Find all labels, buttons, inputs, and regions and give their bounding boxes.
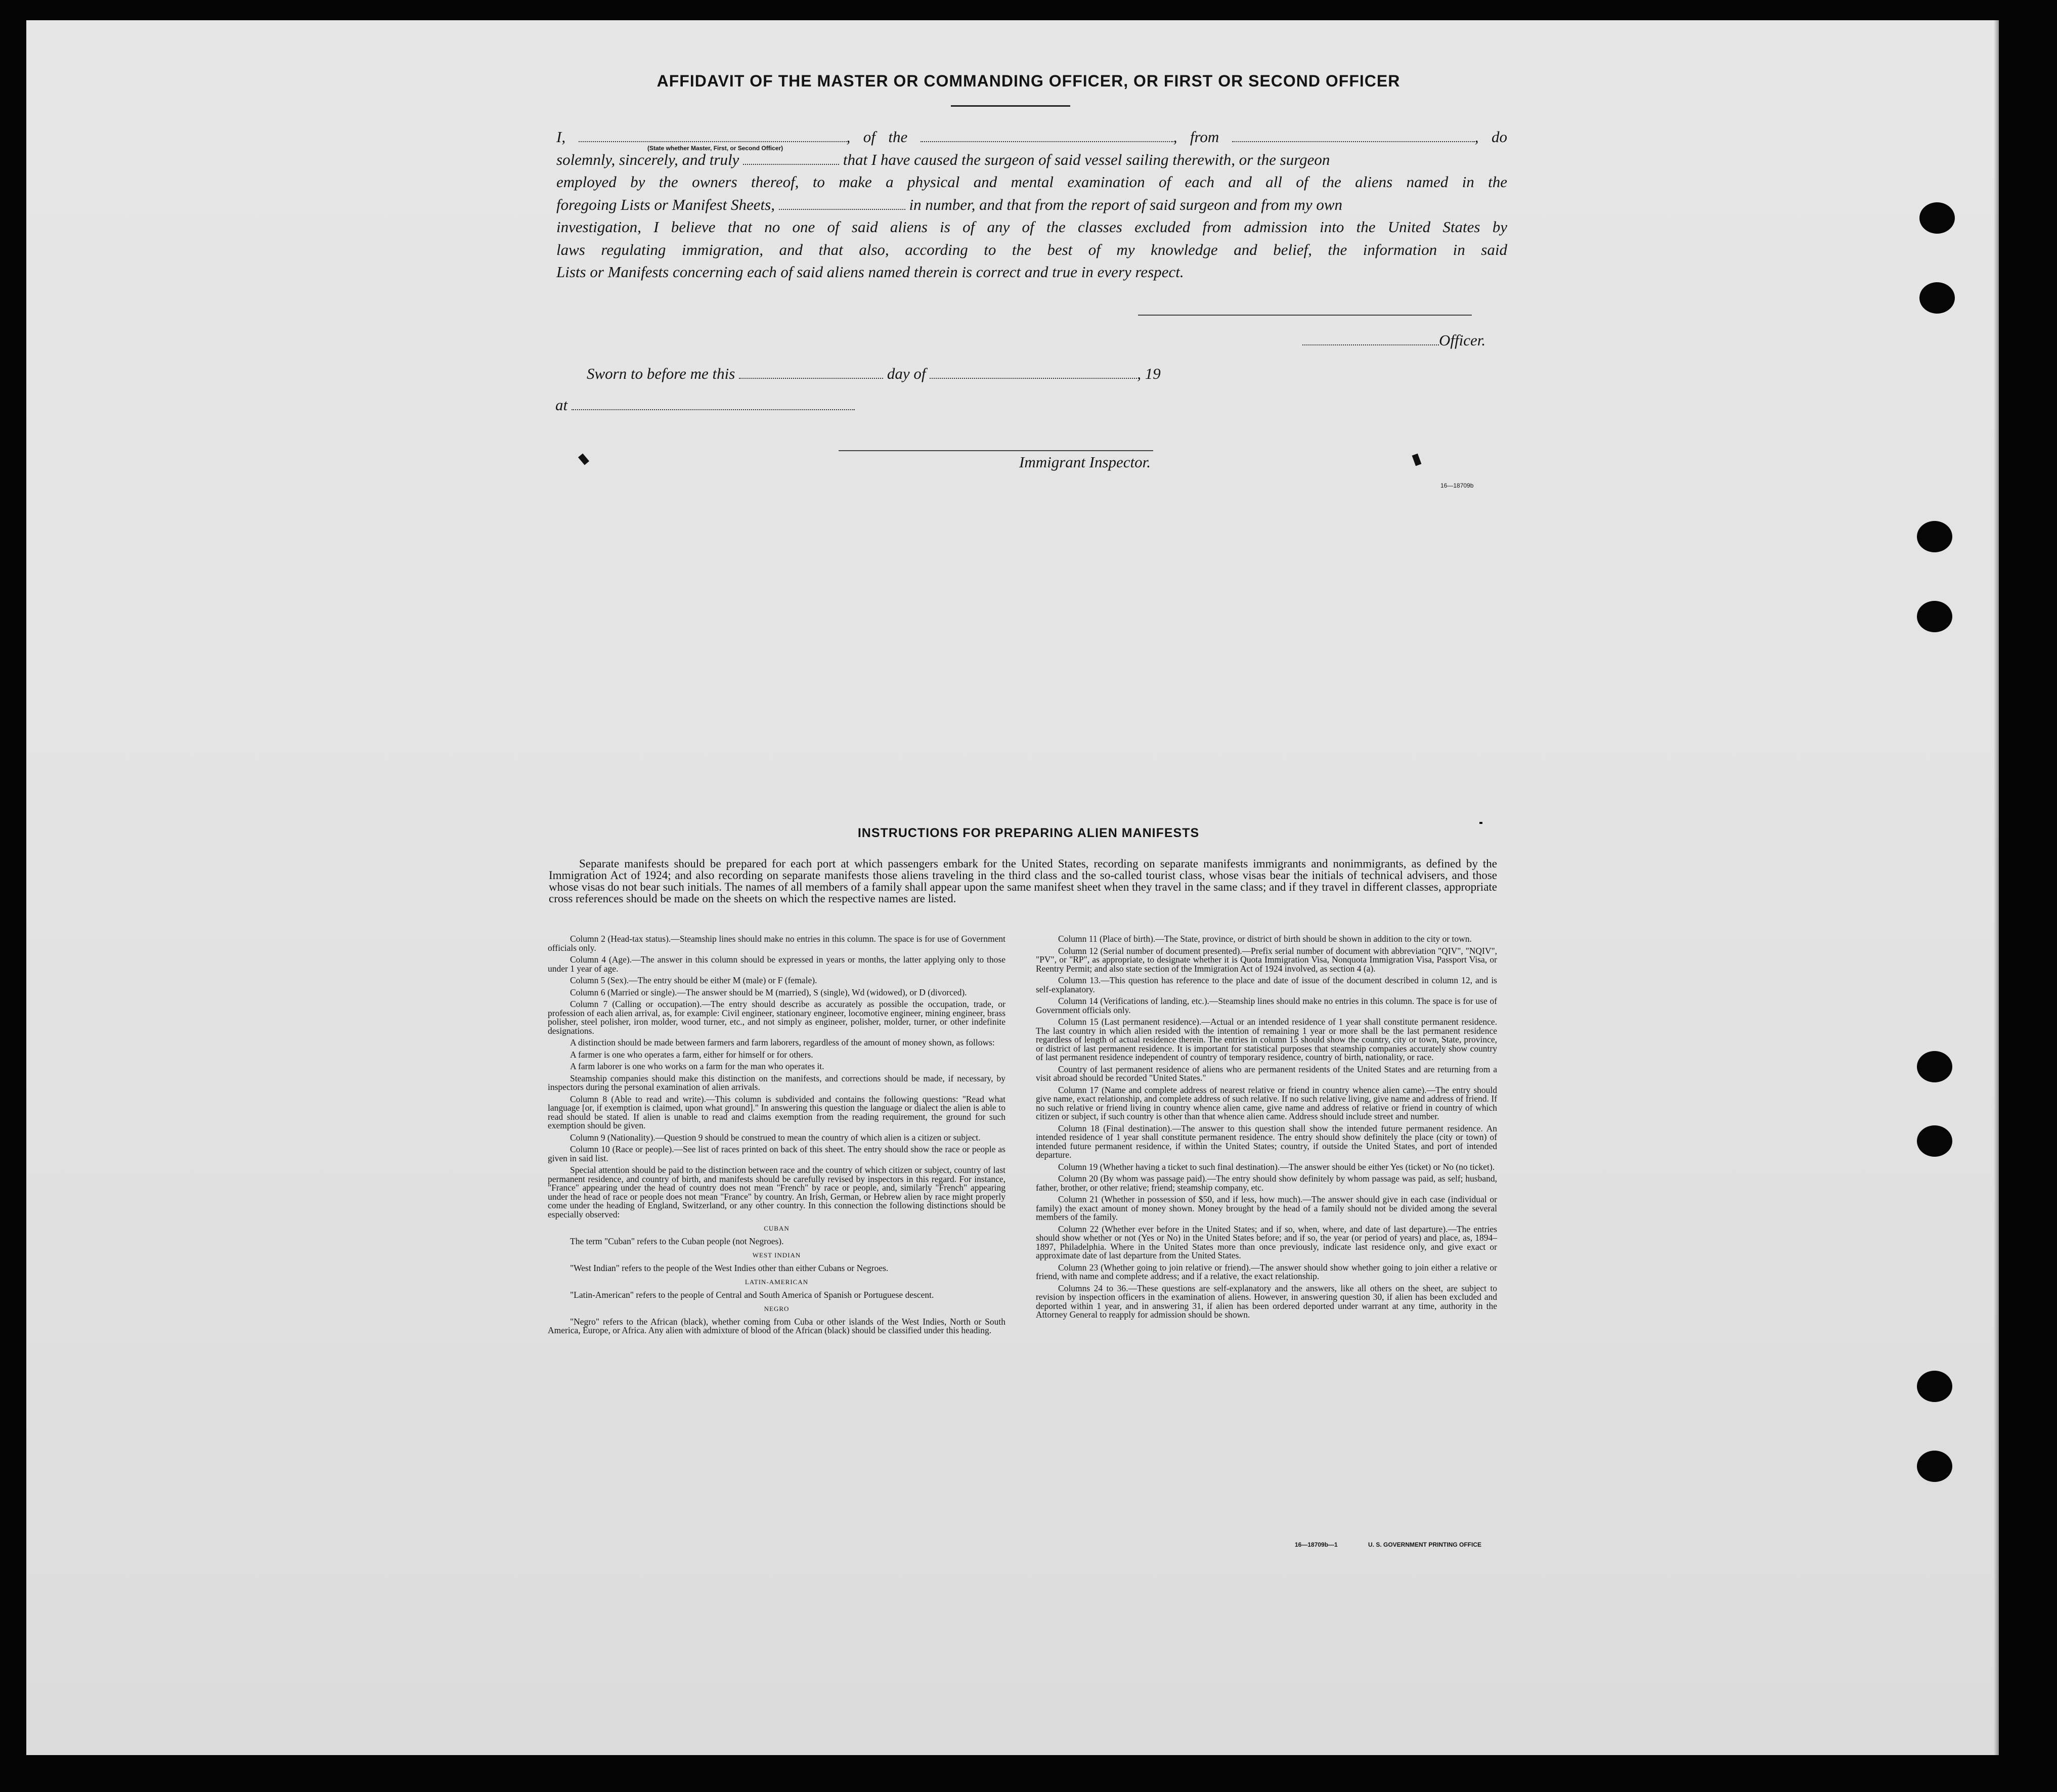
sworn-text: Sworn to before me this — [587, 365, 735, 382]
punch-hole — [1917, 601, 1952, 632]
instruction-paragraph: Column 22 (Whether ever before in the United States; and if so, when, where, and date of last departure).—The entries should show whether or not (Yes or No) in the United States before; and if so, the year (or period of years) and place, as, 1894–1897, Philadelphia. Where in the United States more than once previously, indicate last residence only, and give exact or approximate date of last departure from the United States. — [1036, 1223, 1497, 1260]
sworn-place-field[interactable] — [572, 399, 855, 410]
title-rule — [951, 105, 1070, 107]
instruction-paragraph: Column 14 (Verifications of landing, etc.).—Steamship lines should make no entries in this column. The space is for use of Government officials only. — [1036, 996, 1497, 1015]
instruction-paragraph: "Negro" refers to the African (black), whether coming from Cuba or other islands of the West Indies, North or South America, Europe, or Africa. Any alien with admixture of blood of the African (black) should be classified under this heading. — [548, 1316, 1005, 1335]
instruction-paragraph: Column 2 (Head-tax status).—Steamship lines should make no entries in this column. The space is for use of Government officials only. — [548, 934, 1005, 953]
instructions-right-column — [1036, 935, 1497, 1323]
instruction-paragraph: Column 11 (Place of birth).—The State, province, or district of birth should be shown in addition to the city or town. — [1058, 934, 1472, 944]
sworn-text: day of — [887, 365, 926, 382]
punch-hole — [1917, 1051, 1952, 1082]
punch-hole — [1917, 521, 1952, 552]
instruction-paragraph: Steamship companies should make this distinction on the manifests, and corrections should be made, if necessary, by inspectors during the personal examination of alien arrivals. — [548, 1073, 1005, 1092]
footer-printer: U. S. GOVERNMENT PRINTING OFFICE — [1368, 1541, 1482, 1548]
officer-signature-field[interactable] — [1302, 334, 1439, 345]
punch-hole — [1919, 282, 1955, 314]
instruction-paragraph: The term "Cuban" refers to the Cuban people (not Negroes). — [570, 1236, 784, 1246]
instruction-paragraph: Columns 24 to 36.—These questions are self-explanatory and the answers, like all others on the sheet, are subject to revision by inspection officers in the examination of aliens. However, in answering question 30, if alien has been excluded and deported within 1 year, and in answering 31, if alien has been ordered deported under warrant at any time, authority in the Attorney General to reapply for admission should be shown. — [1036, 1283, 1497, 1320]
affidavit-line-5: investigation, I believe that no one of said aliens is of any of the classes excluded from admission into the United States by — [556, 218, 1507, 236]
instructions-title: INSTRUCTIONS FOR PREPARING ALIEN MANIFESTS — [857, 826, 1200, 840]
sworn-text: , 19 — [1137, 365, 1161, 382]
affidavit-text: in number, and that from the report of said surgeon and from my own — [909, 196, 1343, 213]
instruction-paragraph: Special attention should be paid to the distinction between race and the country of which citizen or subject, country of last permanent residence, and country of birth, and manifests should be carefully revised by inspectors in this regard. For instance, "France" appearing under the head of country does not mean "French" by race or people, and, similarly "French" appearing under the head of race or people does not mean "France" by country. An Irish, German, or Hebrew alien by race might properly come under the heading of England, Switzerland, or any other country. In this connection the following distinctions should be especially observed: — [548, 1165, 1005, 1219]
affidavit-text: , do — [1474, 128, 1508, 146]
vessel-name-field[interactable] — [921, 131, 1173, 142]
instructions-left-column — [548, 935, 1005, 1338]
instruction-paragraph: Column 21 (Whether in possession of $50, and if less, how much).—The answer should give in each case (individual or family) the exact amount of money shown. Money brought by the head of a family should not be divided among the several members of the family. — [1036, 1194, 1497, 1222]
affidavit-line-7: Lists or Manifests concerning each of said aliens named therein is correct and true in every respect. — [556, 263, 1184, 281]
inspector-signature-line[interactable] — [839, 450, 1153, 451]
heading-latin-american: LATIN-AMERICAN — [745, 1278, 809, 1286]
instruction-paragraph: Column 13.—This question has reference to the place and date of issue of the document described in column 12, and is self-explanatory. — [1036, 975, 1497, 994]
instruction-paragraph: Column 19 (Whether having a ticket to such final destination).—The answer should be either Yes (ticket) or No (no ticket). — [1058, 1161, 1495, 1172]
instruction-paragraph: "West Indian" refers to the people of the West Indies other than either Cubans or Negroes. — [570, 1262, 889, 1273]
officer-signature-line[interactable] — [1138, 315, 1472, 316]
officer-label: Officer. — [1439, 331, 1486, 349]
instruction-paragraph: Column 10 (Race or people).—See list of races printed on back of this sheet. The entry should show the race or people as given in said list. — [548, 1144, 1005, 1163]
at-row — [555, 397, 855, 413]
instruction-paragraph: A farm laborer is one who works on a farm for the man who operates it. — [570, 1061, 824, 1071]
instruction-paragraph: Column 6 (Married or single).—The answer should be M (married), S (single), Wd (widowed), or D (divorced). — [570, 987, 967, 997]
heading-west-indian: WEST INDIAN — [752, 1251, 801, 1259]
affidavit-text: , from — [1173, 128, 1219, 146]
sworn-month-field[interactable] — [930, 368, 1137, 379]
officer-signature-row — [1302, 332, 1485, 348]
affidavit-line-2 — [556, 152, 1507, 167]
sworn-date-field[interactable] — [739, 368, 883, 379]
punch-hole — [1917, 1371, 1952, 1402]
heading-cuban: CUBAN — [764, 1225, 790, 1232]
punch-hole — [1919, 202, 1955, 234]
at-label: at — [555, 396, 568, 414]
instruction-paragraph: Column 5 (Sex).—The entry should be either M (male) or F (female). — [570, 975, 817, 985]
instruction-paragraph: "Latin-American" refers to the people of Central and South America of Spanish or Portuguese descent. — [570, 1289, 934, 1300]
alien-count-field[interactable] — [779, 199, 905, 210]
affidavit-text: solemnly, sincerely, and truly — [556, 151, 739, 168]
instructions-intro: Separate manifests should be prepared for each port at which passengers embark for the United States, recording on separate manifests immigrants and nonimmigrants, as defined by the Immigration Act of 1924; and also recording on separate manifests those aliens traveling in the third class and the so-called tourist class, whose visas bear the initials of technical advisers, and those whose visas do not bear such initials. The names of all members of a family shall appear upon the same manifest sheet when they travel in the same class; and if they travel in different classes, appropriate cross references should be made on the sheets on which the respective names are listed. — [549, 857, 1497, 905]
punch-hole — [1917, 1125, 1952, 1157]
instruction-paragraph: Column 20 (By whom was passage paid).—The entry should show definitely by whom passage was paid, as self; husband, father, brother, or other relative; friend; steamship company, etc. — [1036, 1173, 1497, 1193]
form-number: 16—18709b — [1440, 482, 1474, 489]
instruction-paragraph: Column 7 (Calling or occupation).—The entry should describe as accurately as possible the occupation, trade, or profession of each alien arrival, as, for example: Civil engineer, stationary engineer, locomotive engineer, mining engineer, brass polisher, steel polisher, iron molder, wood turner, etc., and not simply as engineer, polisher, molder, turner, or other indefinite designations. — [548, 999, 1005, 1036]
punch-hole — [1917, 1451, 1952, 1482]
affidavit-text: that I have caused the surgeon of said vessel sailing therewith, or the surgeon — [843, 151, 1330, 168]
footer-form-number: 16—18709b—1 — [1295, 1541, 1338, 1548]
affidavit-line-1 — [556, 129, 1507, 145]
instruction-paragraph: Column 9 (Nationality).—Question 9 should be construed to mean the country of which alien is a citizen or subject. — [570, 1132, 981, 1143]
instruction-paragraph: Country of last permanent residence of aliens who are permanent residents of the United States and are returning from a visit abroad should be recorded "United States." — [1036, 1064, 1497, 1083]
affidavit-line-6: laws regulating immigration, and that also, according to the best of my knowledge and belief, the information in said — [556, 241, 1507, 258]
instruction-paragraph: Column 4 (Age).—The answer in this column should be expressed in years or months, the latter applying only to those under 1 year of age. — [548, 954, 1005, 974]
instruction-paragraph: A distinction should be made between farmers and farm laborers, regardless of the amount of money shown, as follows: — [570, 1037, 995, 1047]
port-from-field[interactable] — [1232, 131, 1475, 142]
instruction-paragraph: Column 18 (Final destination).—The answer to this question shall show the intended future permanent residence. An intended residence of 1 year shall constitute permanent residence. The entry should show definitely the place (city or town) of intended future permanent residence, if within the United States; country, if outside the United States, and port of intended departure. — [1036, 1123, 1497, 1160]
affidavit-line-3: employed by the owners thereof, to make a physical and mental examination of each and all of the aliens named in the — [556, 173, 1507, 191]
instruction-paragraph: Column 12 (Serial number of document presented).—Prefix serial number of document with abbreviation "QIV", "NQIV", "PV", or "RP", as appropriate, to designate whether it is Quota Immigration Visa, Nonquota Immigration Visa, Passport Visa, or Reentry Permit; and also state section of the Immigration Act of 1924 involved, as section 4 (a). — [1036, 945, 1497, 974]
instruction-paragraph: Column 17 (Name and complete address of nearest relative or friend in country whence alien came).—The entry should give name, exact relationship, and complete address of such relative. If no such relative living, give name and address of friend. If no such relative or friend living in country whence alien came, give name and address of relative or friend in country of which citizen or subject, if such country is other than that whence alien came. Address should include street and number. — [1036, 1084, 1497, 1121]
sworn-row — [587, 366, 1161, 381]
affidavit-line-4 — [556, 197, 1507, 212]
rank-note: (State whether Master, First, or Second Officer) — [647, 145, 783, 152]
affidavit-text: foregoing Lists or Manifest Sheets, — [556, 196, 775, 213]
instruction-paragraph: Column 8 (Able to read and write).—This column is subdivided and contains the following questions: "Read what language [or, if exemption is claimed, upon what ground]." In answering this question the language or dialect the alien is able to read should be stated. If alien is unable to read and claims exemption from the reading requirement, the ground for such exemption should be given. — [548, 1094, 1005, 1130]
instruction-paragraph: Column 15 (Last permanent residence).—Actual or an intended residence of 1 year shall constitute permanent residence. The last country in which alien resided with the intention of remaining 1 year or more shall be the last permanent residence regardless of length of actual residence therein. The entries in column 15 should show the country, city or town, State, province, or district of last permanent residence. It is important for statistical purposes that steamship companies accurately show country of last permanent residence independent of country of temporary residence, country of birth, nationality, or race. — [1036, 1017, 1497, 1062]
instruction-paragraph: A farmer is one who operates a farm, either for himself or for others. — [570, 1049, 813, 1060]
officer-name-field[interactable] — [579, 131, 847, 142]
heading-negro: NEGRO — [764, 1305, 790, 1313]
page-edge-shadow — [1994, 20, 1999, 1755]
affidavit-text: I, — [556, 128, 566, 146]
inspector-label: Immigrant Inspector. — [1019, 453, 1151, 471]
ink-speck — [1479, 822, 1482, 824]
affidavit-title: AFFIDAVIT OF THE MASTER OR COMMANDING OFFICER, OR FIRST OR SECOND OFFICER — [657, 72, 1400, 90]
officer-rank-field[interactable] — [743, 154, 839, 165]
affidavit-text: , of the — [846, 128, 908, 146]
instruction-paragraph: Column 23 (Whether going to join relative or friend).—The answer should show whether going to join either a relative or friend, with name and complete address; and if a relative, the exact relationship. — [1036, 1262, 1497, 1281]
